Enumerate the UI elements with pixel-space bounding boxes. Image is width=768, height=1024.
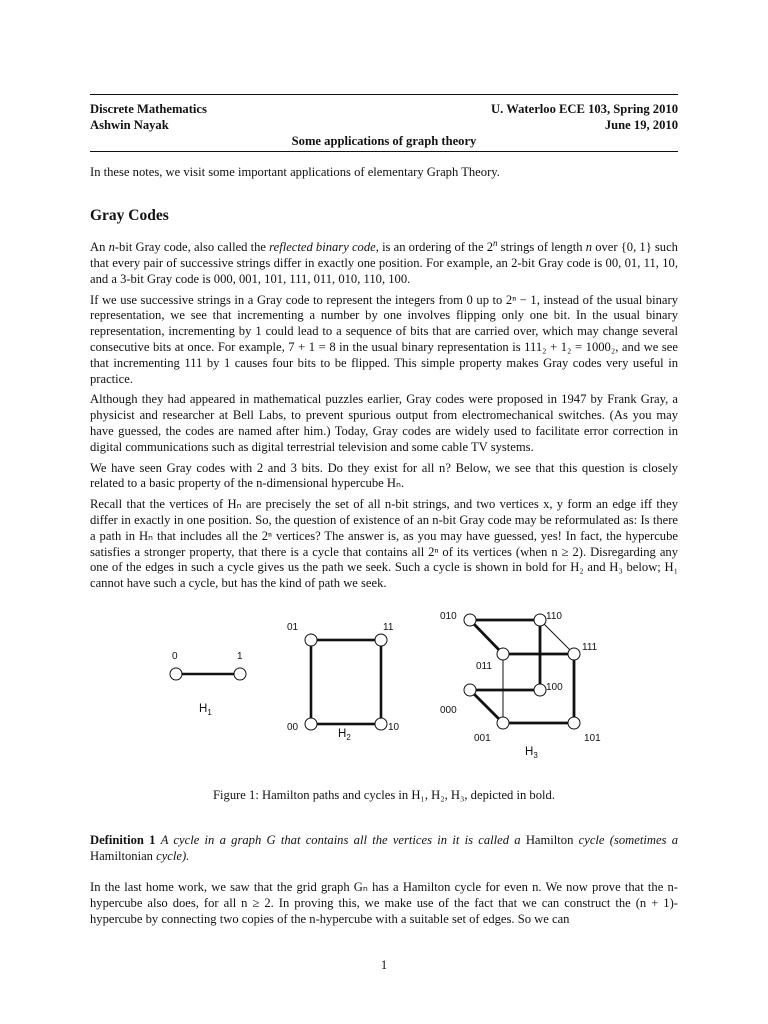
h2-graph	[287, 622, 400, 742]
definition-label: Definition 1	[90, 833, 156, 847]
closing-paragraph: In the last home work, we saw that the grid graph Gₙ has a Hamilton cycle for even n. We now prove that the n-hypercube also does, for all n ≥ 2. In proving this, we make use of the fact that we can construct the (n + 1)-hypercube by connecting two copies of the n-hypercube with a suitable set of edges. So we can	[90, 880, 678, 926]
paragraph-gray-code-existence: We have seen Gray codes with 2 and 3 bits. Do they exist for all n? Below, we see that this question is closely related to a basic property of the n-dimensional hypercube Hₙ.	[90, 460, 678, 491]
h3-vertex-110	[534, 614, 546, 626]
h3-vertex-000	[464, 684, 476, 696]
h1-label-1: 1	[237, 651, 243, 662]
h3-edge-110-111	[540, 620, 574, 654]
h2-vertex-00	[305, 718, 317, 730]
h3-name: $H_3$	[525, 746, 538, 760]
author-name: Ashwin Nayak	[90, 118, 169, 132]
h2-vertex-11	[375, 634, 387, 646]
h3-label-010: 010	[440, 611, 457, 622]
h2-cycle	[311, 640, 381, 724]
h1-name: $H_1$	[199, 703, 212, 717]
h3-vertex-111	[568, 648, 580, 660]
paragraph-gray-code-history: Although they had appeared in mathematical puzzles earlier, Gray codes were proposed in 1947 by Frank Gray, a physicist and researcher at Bell Labs, to prevent spurious output from electromechanical switches. (As you may have guessed, the codes are named after him.) Today, Gray codes are widely used to facilitate error correction in digital communications such as digital terrestrial television and some cable TV systems.	[90, 392, 678, 454]
figure-caption: Figure 1: Hamilton paths and cycles in H₁, H₂, H₃, depicted in bold.	[213, 788, 555, 802]
header-bottom-rule	[90, 151, 678, 152]
section-heading: Gray Codes	[90, 207, 169, 224]
page-number: 1	[380, 958, 388, 972]
h2-vertex-01	[305, 634, 317, 646]
h3-label-101: 101	[584, 733, 601, 744]
h3-label-111: 111	[582, 642, 598, 653]
h3-graph	[440, 611, 601, 760]
h3-vertex-100	[534, 684, 546, 696]
intro-paragraph: In these notes, we visit some important applications of elementary Graph Theory.	[90, 165, 500, 179]
header-top-rule	[90, 94, 678, 95]
h2-label-00: 00	[287, 722, 299, 733]
h3-label-100: 100	[546, 682, 563, 693]
h2-label-11: 11	[383, 622, 394, 633]
h3-label-000: 000	[440, 705, 457, 716]
h3-vertex-001	[497, 717, 509, 729]
h3-label-011: 011	[476, 661, 492, 672]
section-body	[90, 236, 678, 597]
paragraph-gray-code-use: If we use successive strings in a Gray code to represent the integers from 0 up to 2ⁿ − 1, instead of the usual binary representation, we see that incrementing a number by one involves flipping only one bit. In the usual binary representation, incrementing by 1 could lead to a sequence of bits that are carried over, which may change several consecutive bits at once. For example, 7 + 1 = 8 in the usual binary representation is 111₂ + 1₂ = 1000₂, and we see that incrementing 111 by 1 causes four bits to be flipped. This simple property makes Gray codes very useful in practice.	[90, 292, 678, 386]
h1-label-0: 0	[172, 651, 178, 662]
paragraph-gray-code-definition: An n-bit Gray code, also called the reflected binary code, is an ordering of the 2$^n$ strings of length n over {0, 1} such that every pair of successive strings differ in exactly one position. For example, an 2-bit Gray code is 00, 01, 11, 10, and a 3-bit Gray code is 000, 001, 101, 111, 011, 010, 110, 100.	[90, 238, 678, 286]
h1-graph	[170, 651, 246, 717]
h3-vertex-101	[568, 717, 580, 729]
h2-label-10: 10	[388, 722, 400, 733]
institution: U. Waterloo ECE 103, Spring 2010	[491, 102, 678, 116]
paragraph-hypercube: Recall that the vertices of Hₙ are precisely the set of all n-bit strings, and two vertices x, y form an edge iff they differ in exactly in one position. So, the question of existence of an n-bit Gray code may be reformulated as: Is there a path in Hₙ that includes all the 2ⁿ vertices? The answer is, as you may have guessed, yes! In fact, the hypercube satisfies a stronger property, that there is a cycle that contains all 2ⁿ of its vertices (when n ≥ 2). Disregarding any one of the edges in such a cycle gives us the path we seek. Such a cycle is shown in bold for H₂ and H₃ below; H₁ cannot have such a cycle, but has the kind of path we seek.	[90, 497, 678, 591]
document-title: Some applications of graph theory	[291, 134, 477, 148]
h1-vertex-0	[170, 668, 182, 680]
h3-label-110: 110	[546, 611, 562, 622]
hypercube-figure	[0, 600, 768, 770]
h2-name: $H_2$	[338, 728, 351, 742]
h3-label-001: 001	[474, 733, 491, 744]
definition-block: Definition 1 A cycle in a graph G that contains all the vertices in it is called a Hamilton cycle (sometimes a Hamiltonian cycle).	[90, 833, 678, 863]
h2-label-01: 01	[287, 622, 299, 633]
h3-vertex-011	[497, 648, 509, 660]
document-date: June 19, 2010	[604, 118, 678, 132]
h1-vertex-1	[234, 668, 246, 680]
h2-vertex-10	[375, 718, 387, 730]
course-name: Discrete Mathematics	[90, 102, 207, 116]
h3-vertex-010	[464, 614, 476, 626]
